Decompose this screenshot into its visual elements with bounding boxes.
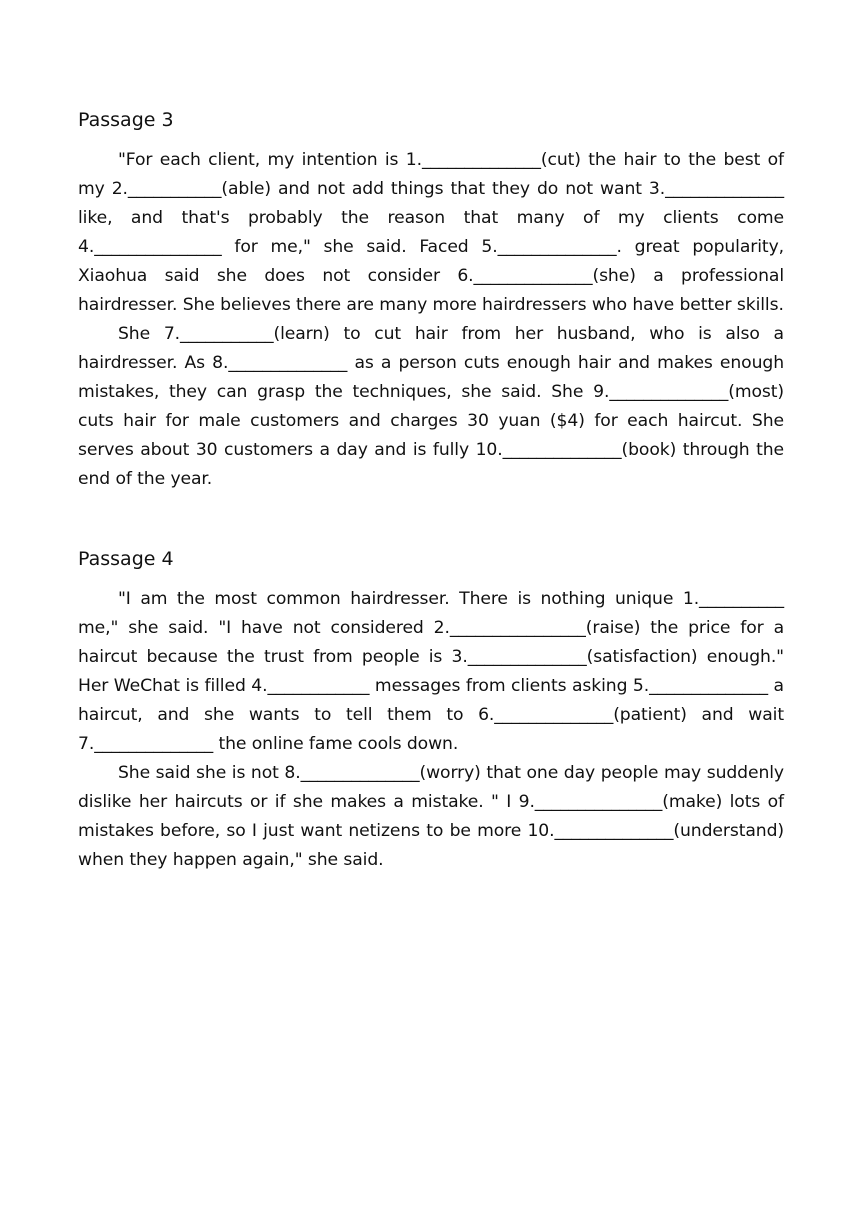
passage-4-title: Passage 4 bbox=[78, 548, 174, 570]
passage-3-body bbox=[78, 146, 784, 494]
passage-3-paragraph-1: "For each client, my intention is 1.______________(cut) the hair to the best of my 2.___________(able) and not add things that they do not want 3.______________ like, and that's probably the reason that many of my clients come 4._______________ for me," she said. Faced 5.______________. great popularity, Xiaohua said she does not consider 6.______________(she) a professional hairdresser. She believes there are many more hairdressers who have better skills. bbox=[78, 150, 784, 315]
passage-3-paragraph-2: She 7.___________(learn) to cut hair from her husband, who is also a hairdresser. As 8.______________ as a person cuts enough hair and makes enough mistakes, they can grasp the techniques, she said. She 9.______________(most) cuts hair for male customers and charges 30 yuan ($4) for each haircut. She serves about 30 customers a day and is fully 10.______________(book) through the end of the year. bbox=[78, 324, 784, 489]
passage-4-paragraph-2: She said she is not 8.______________(worry) that one day people may suddenly dislike her haircuts or if she makes a mistake. " I 9._______________(make) lots of mistakes before, so I just want netizens to be more 10.______________(understand) when they happen again," she said. bbox=[78, 763, 784, 870]
passage-3-title: Passage 3 bbox=[78, 109, 174, 131]
passage-4-body bbox=[78, 585, 784, 875]
passage-4-paragraph-1: "I am the most common hairdresser. There is nothing unique 1.__________ me," she said. "I have not considered 2.________________(raise) the price for a haircut because the trust from people is 3.______________(satisfaction) enough." Her WeChat is filled 4.____________ messages from clients asking 5.______________ a haircut, and she wants to tell them to 6.______________(patient) and wait 7.______________ the online fame cools down. bbox=[78, 589, 784, 754]
